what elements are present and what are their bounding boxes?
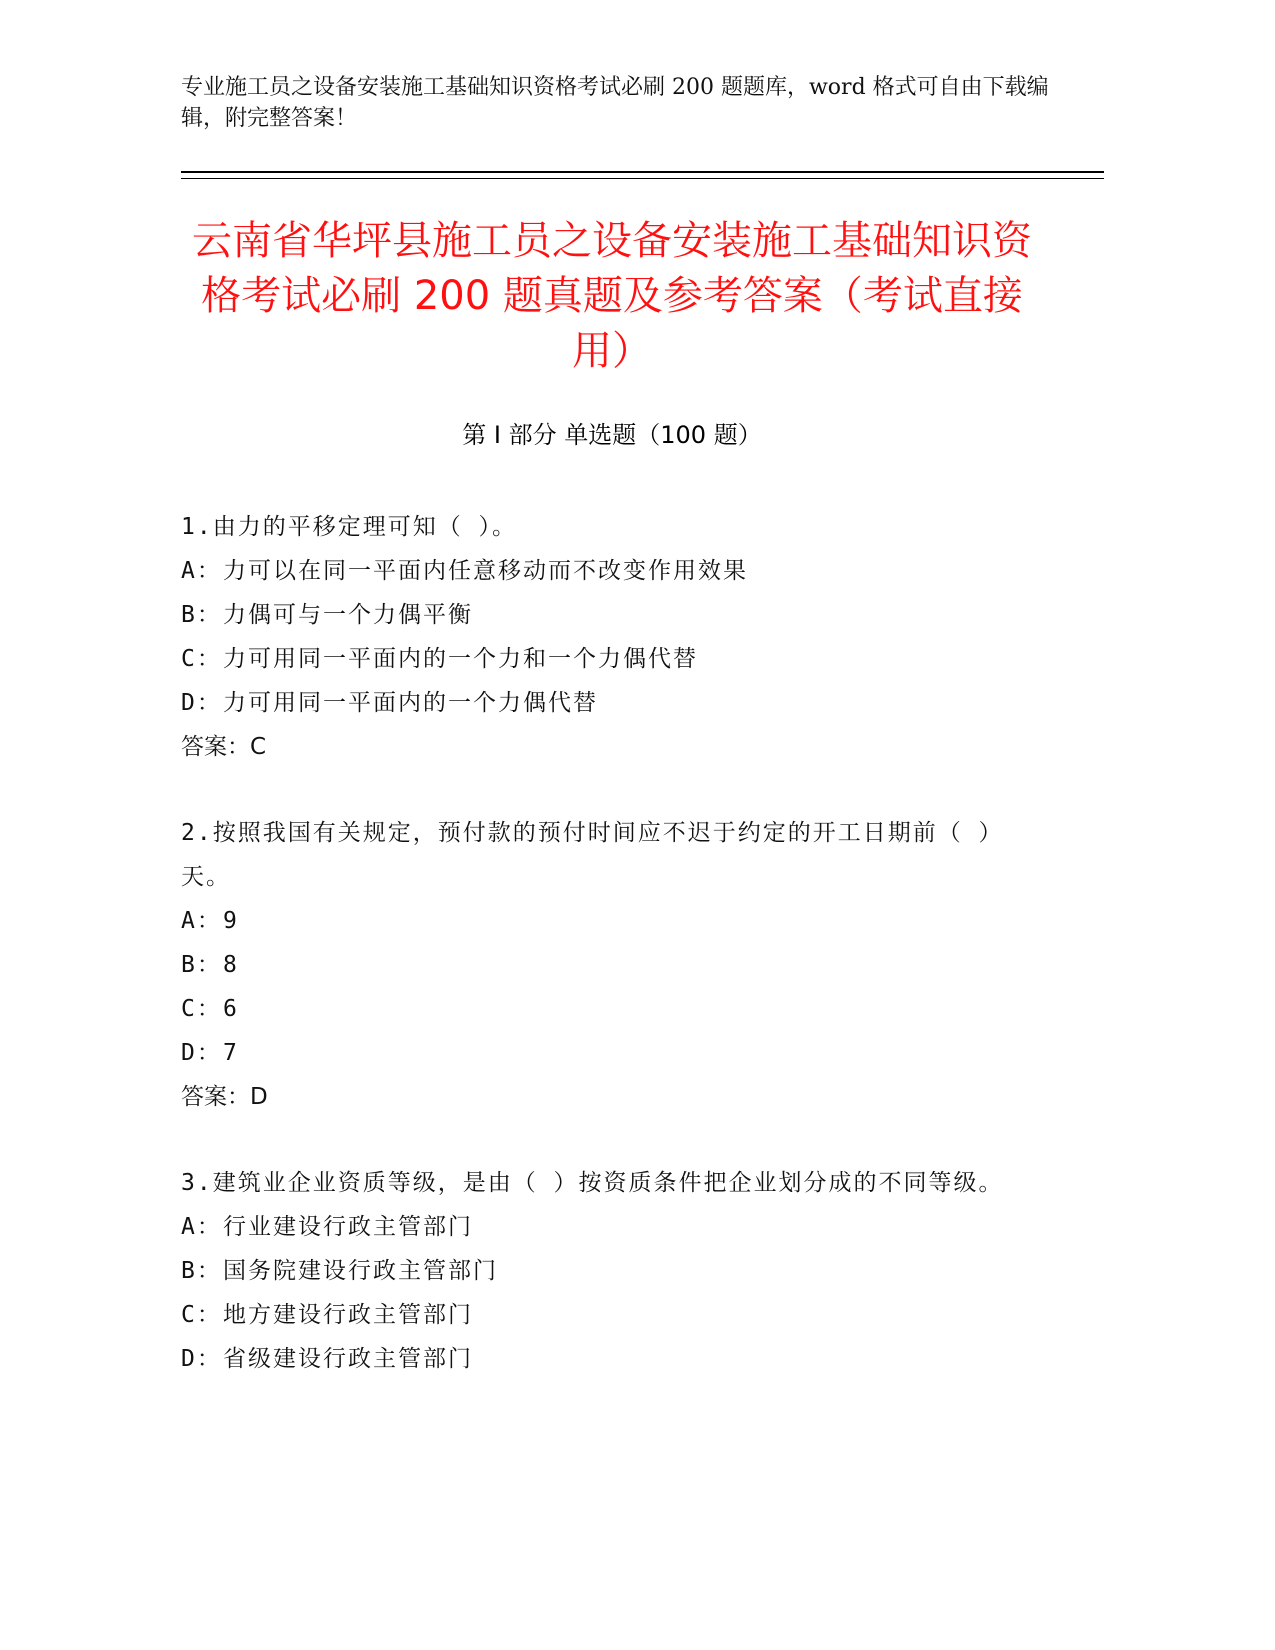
option-c [181, 1293, 1051, 1337]
option-text: 力可以在同一平面内任意移动而不改变作用效果 [223, 558, 748, 584]
option-b [181, 1249, 1051, 1293]
option-key: D： [181, 1346, 222, 1372]
question-2 [181, 811, 1051, 1119]
option-a [181, 1205, 1051, 1249]
option-c [181, 987, 1051, 1031]
option-key: B： [181, 952, 222, 978]
option-text: 力可用同一平面内的一个力偶代替 [223, 690, 598, 716]
option-key: A： [181, 908, 222, 934]
question-1 [181, 505, 1051, 769]
option-key: D： [181, 690, 222, 716]
option-text: 9 [223, 908, 239, 934]
option-text: 行业建设行政主管部门 [223, 1214, 473, 1240]
option-text: 8 [223, 952, 239, 978]
option-text: 省级建设行政主管部门 [223, 1346, 473, 1372]
section-title: 第 I 部分 单选题（100 题） [462, 421, 762, 449]
question-text: 3.建筑业企业资质等级，是由（ ）按资质条件把企业划分成的不同等级。 [181, 1170, 1004, 1196]
option-key: C： [181, 1302, 222, 1328]
question-text: 2.按照我国有关规定，预付款的预付时间应不迟于约定的开工日期前（ ）天。 [181, 820, 1004, 890]
question-3 [181, 1161, 1051, 1381]
option-key: C： [181, 646, 222, 672]
option-d [181, 1031, 1051, 1075]
option-c [181, 637, 1051, 681]
option-d [181, 681, 1051, 725]
option-b [181, 943, 1051, 987]
option-text: 力偶可与一个力偶平衡 [223, 602, 473, 628]
option-d [181, 1337, 1051, 1381]
answer-line: 答案：D [181, 1084, 268, 1110]
option-a [181, 899, 1051, 943]
question-list [181, 505, 1051, 1423]
option-text: 地方建设行政主管部门 [223, 1302, 473, 1328]
option-text: 力可用同一平面内的一个力和一个力偶代替 [223, 646, 698, 672]
option-b [181, 593, 1051, 637]
header-rule-thin [181, 178, 1104, 179]
option-key: B： [181, 602, 222, 628]
option-text: 6 [223, 996, 239, 1022]
option-key: C： [181, 996, 222, 1022]
option-text: 7 [223, 1040, 239, 1066]
option-text: 国务院建设行政主管部门 [223, 1258, 498, 1284]
option-a [181, 549, 1051, 593]
answer-line: 答案：C [181, 734, 267, 760]
question-text: 1.由力的平移定理可知（ ）。 [181, 514, 518, 540]
header-rule-thick [181, 171, 1104, 173]
header-note: 专业施工员之设备安装施工基础知识资格考试必刷 200 题题库，word 格式可自由下载编辑，附完整答案！ [181, 75, 1049, 131]
option-key: A： [181, 1214, 222, 1240]
document-title: 云南省华坪县施工员之设备安装施工基础知识资格考试必刷 200 题真题及参考答案（考试直接用） [192, 218, 1032, 374]
option-key: B： [181, 1258, 222, 1284]
option-key: A： [181, 558, 222, 584]
option-key: D： [181, 1040, 222, 1066]
